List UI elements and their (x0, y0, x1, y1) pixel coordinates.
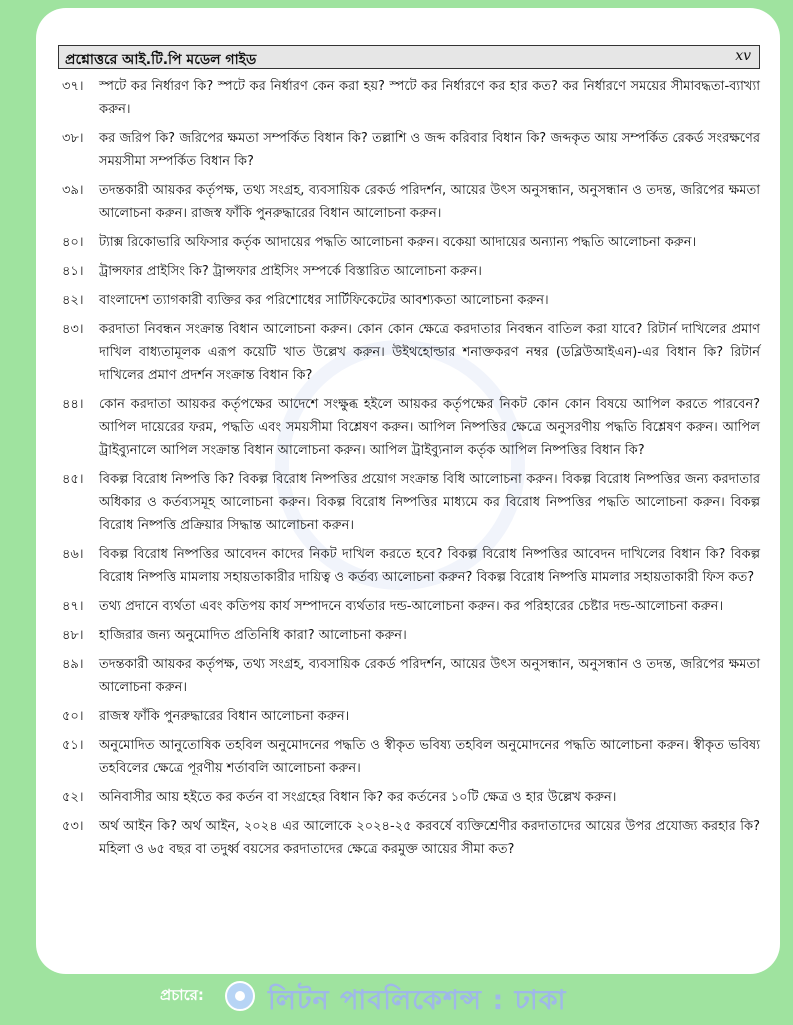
question-item (58, 318, 760, 387)
question-item (58, 705, 760, 728)
question-text: তথ্য প্রদানে ব্যর্থতা এবং কতিপয় কার্য সম্পাদনে ব্যর্থতার দন্ড-আলোচনা করুন। কর পরিহারের চেষ্টার দন্ড-আলোচনা করুন। (99, 599, 724, 614)
question-item (58, 231, 760, 254)
question-item (58, 260, 760, 283)
question-item (58, 393, 760, 462)
question-text: বাংলাদেশ ত্যাগকারী ব্যক্তির কর পরিশোধের সার্টিফিকেটের আবশ্যকতা আলোচনা করুন। (99, 293, 549, 308)
question-text: তদন্তকারী আয়কর কর্তৃপক্ষ, তথ্য সংগ্রহ, ব্যবসায়িক রেকর্ড পরিদর্শন, আয়ের উৎস অনুসন্ধান, অনুসন্ধান ও তদন্ত, জরিপের ক্ষমতা আলোচনা করুন। রাজস্ব ফাঁকি পুনরুদ্ধারের বিধান আলোচনা করুন। (99, 183, 760, 221)
question-number: ৪৫। (62, 472, 84, 487)
question-number: ৪৭। (62, 599, 84, 614)
question-text: অনিবাসীর আয় হইতে কর কর্তন বা সংগ্রহের বিধান কি? কর কর্তনের ১০টি ক্ষেত্র ও হার উল্লেখ করুন। (99, 790, 617, 805)
publisher-name: লিটন পাবলিকেশন্স : ঢাকা (268, 985, 567, 1016)
question-list (58, 75, 760, 867)
question-item (58, 543, 760, 589)
question-number: ৫৩। (62, 819, 84, 834)
question-item (58, 624, 760, 647)
question-text: স্পটে কর নির্ধারণ কি? স্পটে কর নির্ধারণ কেন করা হয়? স্পটে কর নির্ধারণে কর হার কত? কর নির্ধারণে সময়ের সীমাবদ্ধতা-ব্যাখ্যা করুন। (99, 79, 760, 117)
question-item (58, 468, 760, 537)
question-item (58, 786, 760, 809)
question-text: বিকল্প বিরোধ নিষ্পত্তি কি? বিকল্প বিরোধ নিষ্পত্তির প্রয়োগ সংক্রান্ত বিধি আলোচনা করুন। বিকল্প বিরোধ নিষ্পত্তির জন্য করদাতার অধিকার ও কর্তব্যসমূহ আলোচনা করুন। বিকল্প বিরোধ নিষ্পত্তির মাধ্যমে কর বিরোধ নিষ্পত্তির পদ্ধতি আলোচনা করুন। বিকল্প বিরোধ নিষ্পত্তি প্রক্রিয়ার সিদ্ধান্ত আলোচনা করুন। (99, 472, 760, 533)
question-number: ৫০। (62, 709, 84, 724)
question-item (58, 289, 760, 312)
question-text: রাজস্ব ফাঁকি পুনরুদ্ধারের বিধান আলোচনা করুন। (99, 709, 350, 724)
header-title: প্রশ্নোত্তরে আই.টি.পি মডেল গাইড (65, 52, 257, 68)
question-item (58, 179, 760, 225)
footer (0, 980, 793, 1020)
question-number: ৫২। (62, 790, 84, 805)
question-number: ৪৩। (62, 322, 84, 337)
running-header (58, 45, 760, 69)
question-item (58, 595, 760, 618)
question-item (58, 127, 760, 173)
question-number: ৫১। (62, 738, 84, 753)
question-number: ৪১। (62, 264, 84, 279)
question-text: করদাতা নিবন্ধন সংক্রান্ত বিধান আলোচনা করুন। কোন কোন ক্ষেত্রে করদাতার নিবন্ধন বাতিল করা যাবে? রিটার্ন দাখিলের প্রমাণ দাখিল বাধ্যতামূলক এরূপ কয়েটি খাত উল্লেখ করুন। উইথহোল্ডার শনাক্তকরণ নম্বর (ডব্লিউআইএন)-এর বিধান কি? রিটার্ন দাখিলের প্রমাণ প্রদর্শন সংক্রান্ত বিধান কি? (99, 322, 760, 383)
question-item (58, 734, 760, 780)
question-text: অনুমোদিত আনুতোষিক তহবিল অনুমোদনের পদ্ধতি ও স্বীকৃত ভবিষ্য তহবিল অনুমোদনের পদ্ধতি আলোচনা করুন। স্বীকৃত ভবিষ্য তহবিলের ক্ষেত্রে পূরণীয় শর্তাবলি আলোচনা করুন। (99, 738, 760, 776)
question-number: ৪০। (62, 235, 84, 250)
question-item (58, 815, 760, 861)
question-number: ৪২। (62, 293, 84, 308)
question-item (58, 653, 760, 699)
question-number: ৩৯। (62, 183, 84, 198)
question-number: ৪৪। (62, 397, 84, 412)
question-number: ৪৬। (62, 547, 84, 562)
question-text: কর জরিপ কি? জরিপের ক্ষমতা সম্পর্কিত বিধান কি? তল্লাশি ও জব্দ করিবার বিধান কি? জব্দকৃত আয় সম্পর্কিত রেকর্ড সংরক্ষণের সময়সীমা সম্পর্কিত বিধান কি? (99, 131, 760, 169)
question-number: ৪৯। (62, 657, 84, 672)
question-text: অর্থ আইন কি? অর্থ আইন, ২০২৪ এর আলোকে ২০২৪-২৫ করবর্ষে ব্যক্তিশ্রেণীর করদাতাদের আয়ের উপর প্রযোজ্য করহার কি? মহিলা ও ৬৫ বছর বা তদুর্ধ্ব বয়সের করদাতাদের ক্ষেত্রে করমুক্ত আয়ের সীমা কত? (99, 819, 760, 857)
question-text: তদন্তকারী আয়কর কর্তৃপক্ষ, তথ্য সংগ্রহ, ব্যবসায়িক রেকর্ড পরিদর্শন, আয়ের উৎস অনুসন্ধান, অনুসন্ধান ও তদন্ত, জরিপের ক্ষমতা আলোচনা করুন। (99, 657, 760, 695)
question-number: ৪৮। (62, 628, 84, 643)
question-text: ট্রান্সফার প্রাইসিং কি? ট্রান্সফার প্রাইসিং সম্পর্কে বিস্তারিত আলোচনা করুন। (99, 264, 482, 279)
question-text: ট্যাক্স রিকোভারি অফিসার কর্তৃক আদায়ের পদ্ধতি আলোচনা করুন। বকেয়া আদায়ের অন্যান্য পদ্ধতি আলোচনা করুন। (99, 235, 697, 250)
publisher-logo-icon (225, 981, 255, 1011)
question-number: ৩৭। (62, 79, 84, 94)
question-text: বিকল্প বিরোধ নিষ্পত্তির আবেদন কাদের নিকট দাখিল করতে হবে? বিকল্প বিরোধ নিষ্পত্তির আবেদন দাখিলের বিধান কি? বিকল্প বিরোধ নিষ্পত্তি মামলায় সহায়তাকারীর দায়িত্ব ও কর্তব্য আলোচনা করুন? বিকল্প বিরোধ নিষ্পত্তি মামলার সহায়তাকারী ফিস কত? (99, 547, 760, 585)
question-text: কোন করদাতা আয়কর কর্তৃপক্ষের আদেশে সংক্ষুব্ধ হইলে আয়কর কর্তৃপক্ষের নিকট কোন কোন বিষয়ে আপিল করতে পারবেন? আপিল দায়েরের ফরম, পদ্ধতি এবং সময়সীমা বিশ্লেষণ করুন। আপিল নিষ্পত্তির ক্ষেত্রে অনুসরণীয় পদ্ধতি বিশ্লেষণ করুন। আপিল ট্রাইব্যুনালে আপিল সংক্রান্ত বিধান আলোচনা করুন। আপিল ট্রাইব্যুনাল কর্তৃক আপিল নিষ্পত্তির বিধান কি? (99, 397, 760, 458)
question-item (58, 75, 760, 121)
question-number: ৩৮। (62, 131, 84, 146)
page-number: xv (735, 48, 751, 64)
question-text: হাজিরার জন্য অনুমোদিত প্রতিনিধি কারা? আলোচনা করুন। (99, 628, 407, 643)
footer-label: প্রচারে: (160, 986, 204, 1004)
